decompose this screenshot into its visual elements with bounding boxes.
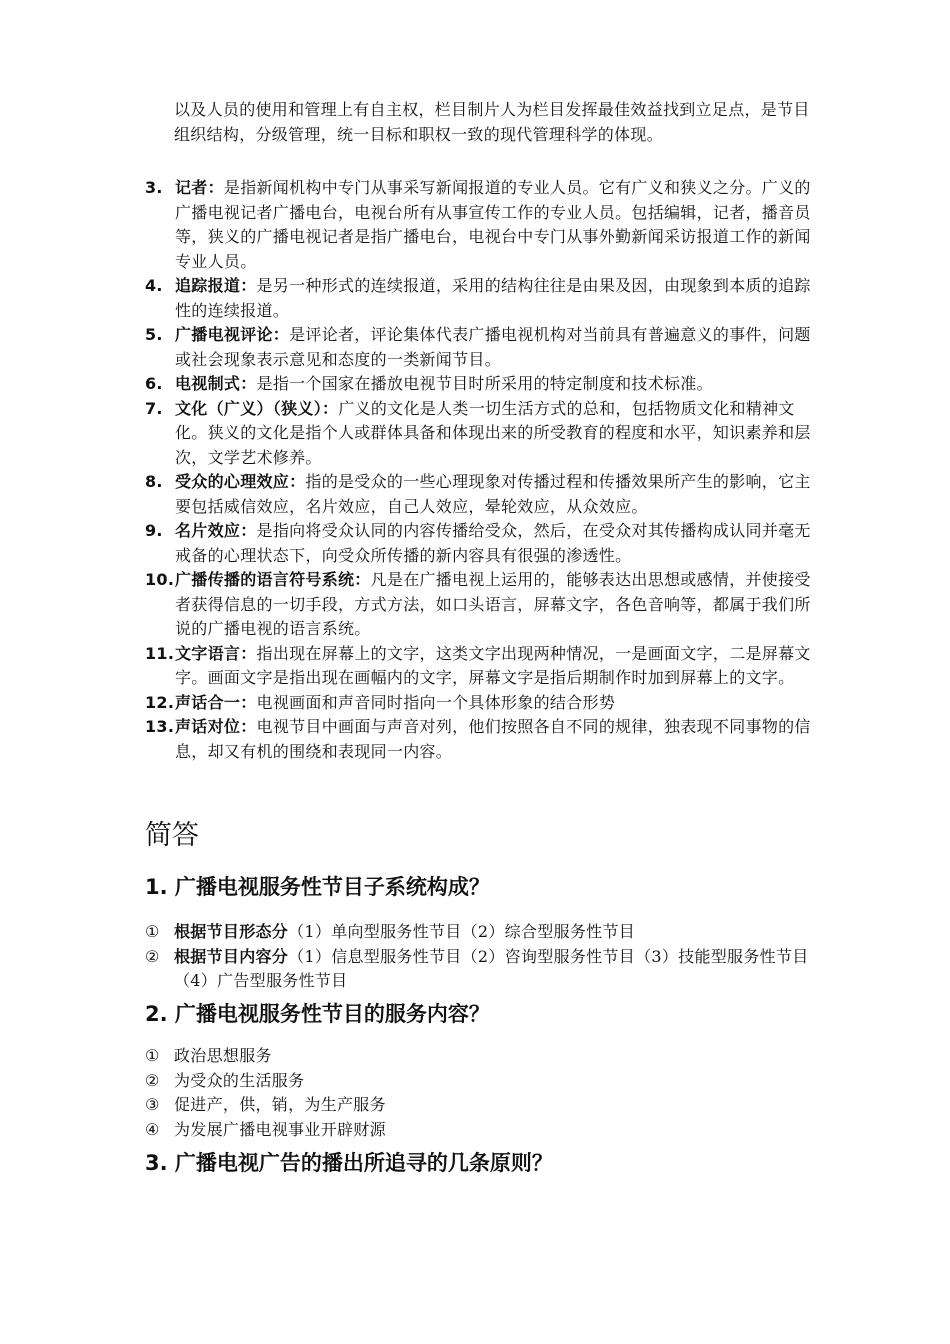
definition-term: 声话对位： [175, 717, 257, 736]
definition-list [145, 176, 815, 764]
definition-item [145, 519, 815, 568]
item-label: 根据节目形态分 [174, 922, 289, 941]
section-title: 简答 [145, 820, 199, 851]
item-text: 促进产，供，销，为生产服务 [174, 1095, 386, 1114]
answer-item [145, 920, 815, 945]
definition-item [145, 568, 815, 642]
definition-term: 声话合一： [175, 692, 257, 712]
answer-item [145, 1118, 815, 1143]
definition-term: 名片效应： [175, 521, 257, 540]
definition-item [145, 274, 815, 323]
item-number: 10. [145, 570, 175, 589]
definition-text: 是指一个国家在播放电视节目时所采用的特定制度和技术标准。 [256, 374, 713, 393]
answer-list [145, 1044, 815, 1142]
item-number: 8. [145, 472, 163, 491]
definition-text: 广义的文化是人类一切生活方式的总和，包括物质文化和精神文化。狭义的文化是指个人或群体具备和体现出来的所受教育的程度和水平，知识素养和层次，文学艺术修养。 [175, 398, 811, 467]
continuation-paragraph: 以及人员的使用和管理上有自主权，栏目制片人为栏目发挥最佳效益找到立足点，是节目组织结构，分级管理，统一目标和职权一致的现代管理科学的体现。 [174, 100, 810, 144]
question-title: 2. 广播电视服务性节目的服务内容？ [145, 1002, 490, 1026]
definition-text: 是另一种形式的连续报道，采用的结构往往是由果及因，由现象到本质的追踪性的连续报道。 [175, 276, 811, 320]
definition-item [145, 176, 815, 274]
item-text: 为发展广播电视事业开辟财源 [174, 1119, 386, 1139]
definition-item [145, 397, 815, 471]
answer-list [145, 920, 815, 994]
item-number: 6. [145, 374, 163, 393]
definition-item [145, 372, 815, 397]
item-text: 为受众的生活服务 [174, 1070, 305, 1090]
item-number: 9. [145, 521, 163, 540]
definition-text: 凡是在广播电视上运用的，能够表达出思想或感情，并使接受者获得信息的一切手段，方式方法，如口头语言，屏幕文字，各色音响等，都属于我们所说的广播电视的语言系统。 [175, 570, 811, 638]
item-marker: ④ [145, 1119, 160, 1139]
item-label: 根据节目内容分 [174, 946, 289, 966]
definition-text: 是指新闻机构中专门从事采写新闻报道的专业人员。它有广义和狭义之分。广义的广播电视记者广播电台，电视台所有从事宣传工作的专业人员。包括编辑，记者，播音员等，狭义的广播电视记者是指广播电台，电视台中专门从事外勤新闻采访报道工作的新闻专业人员。 [175, 178, 811, 271]
definition-item [145, 323, 815, 372]
definition-item [145, 715, 815, 764]
item-number: 3. [145, 178, 163, 197]
question-title: 1. 广播电视服务性节目子系统构成？ [145, 875, 490, 899]
item-text: （1）信息型服务性节目（2）咨询型服务性节目（3）技能型服务性节目（4）广告型服务性节目 [174, 946, 809, 990]
definition-item [145, 642, 815, 691]
definition-term: 广播电视评论： [175, 325, 290, 344]
definition-term: 电视制式： [175, 374, 257, 393]
answer-item [145, 1069, 815, 1094]
item-number: 13. [145, 717, 175, 736]
item-text: （1）单向型服务性节目（2）综合型服务性节目 [288, 922, 636, 941]
definition-text: 指的是受众的一些心理现象对传播过程和传播效果所产生的影响，它主要包括威信效应，名片效应，自己人效应，晕轮效应，从众效应。 [175, 472, 811, 516]
item-number: 7. [145, 398, 163, 418]
item-marker: ② [145, 946, 160, 966]
definition-text: 是指向将受众认同的内容传播给受众，然后，在受众对其传播构成认同并毫无戒备的心理状态下，向受众所传播的新内容具有很强的渗透性。 [175, 521, 811, 565]
answer-item [145, 1093, 815, 1118]
answer-item [145, 1044, 815, 1069]
definition-term: 追踪报道： [175, 276, 257, 295]
definition-item [145, 470, 815, 519]
definition-term: 文字语言： [175, 643, 257, 663]
item-text: 政治思想服务 [174, 1046, 272, 1065]
item-number: 4. [145, 276, 163, 295]
answer-item [145, 945, 815, 994]
item-number: 11. [145, 643, 175, 663]
item-number: 5. [145, 325, 163, 344]
definition-text: 指出现在屏幕上的文字，这类文字出现两种情况，一是画面文字，二是屏幕文字。画面文字是指出现在画幅内的文字，屏幕文字是指后期制作时加到屏幕上的文字。 [175, 643, 811, 687]
item-marker: ③ [145, 1095, 160, 1114]
definition-text: 电视节目中画面与声音对列，他们按照各自不同的规律，独表现不同事物的信息，却又有机的围绕和表现同一内容。 [175, 717, 811, 761]
definition-term: 记者： [175, 178, 224, 197]
definition-text: 是评论者，评论集体代表广播电视机构对当前具有普遍意义的事件，问题或社会现象表示意见和态度的一类新闻节目。 [175, 325, 811, 369]
definition-term: 广播传播的语言符号系统： [175, 570, 371, 589]
item-marker: ② [145, 1070, 160, 1090]
definition-text: 电视画面和声音同时指向一个具体形象的结合形势 [256, 692, 616, 712]
definition-term: 文化（广义）（狭义）： [175, 398, 339, 418]
definition-term: 受众的心理效应： [175, 472, 306, 491]
item-number: 12. [145, 692, 175, 712]
item-marker: ① [145, 1046, 160, 1065]
definition-item [145, 691, 815, 716]
question-title: 3. 广播电视广告的播出所追寻的几条原则？ [145, 1151, 553, 1175]
item-marker: ① [145, 922, 160, 941]
